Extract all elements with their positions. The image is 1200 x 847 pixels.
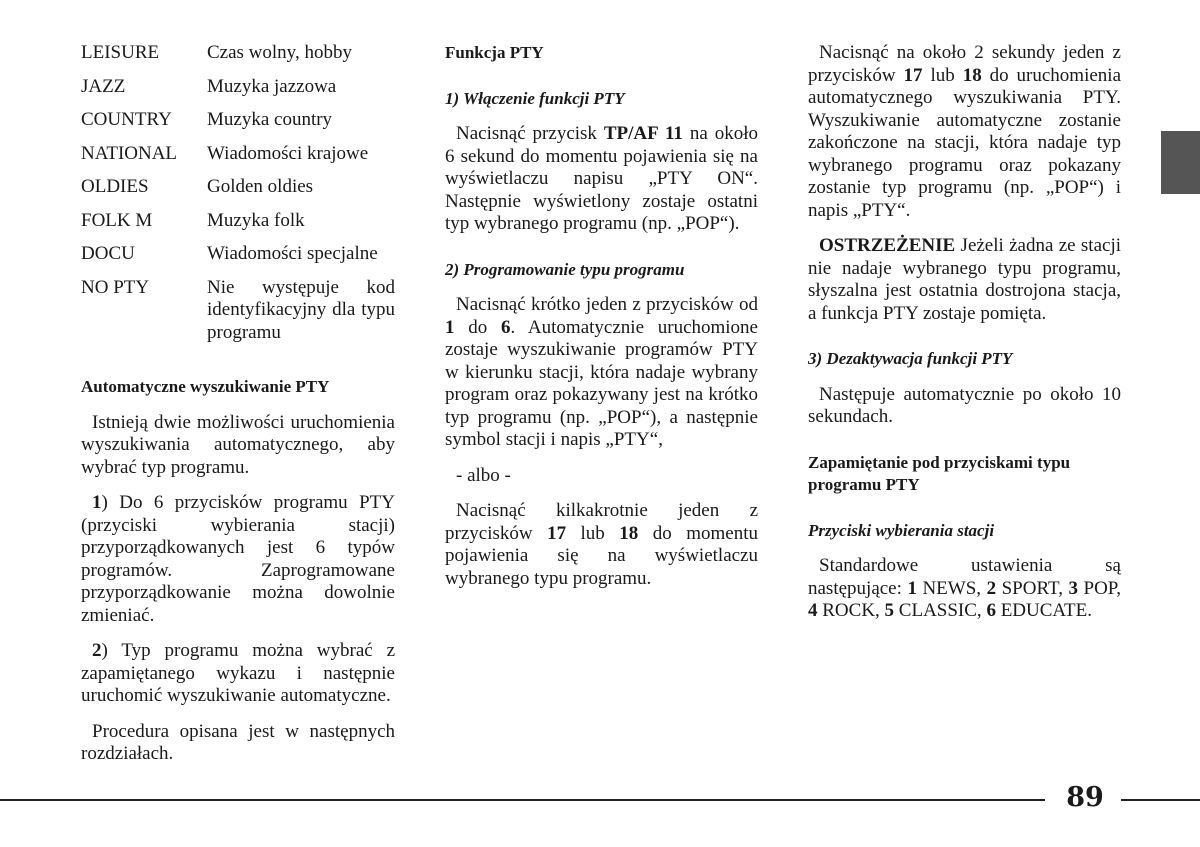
pty-code: COUNTRY [81, 109, 172, 130]
column-middle [445, 42, 758, 603]
table-row [81, 277, 395, 356]
pty-code: FOLK M [81, 209, 153, 231]
paragraph: Istnieją dwie możliwości uruchomienia wyszukiwania automatycznego, aby wybrać typ programu. [81, 411, 395, 478]
paragraph: Procedura opisana jest w następnych rozdziałach. [81, 720, 395, 764]
table-row [81, 176, 395, 210]
bold-number: 18 [962, 64, 982, 86]
pty-code: DOCU [81, 243, 135, 264]
bold-number: 1 [445, 316, 455, 338]
paragraph-text: do uruchomienia automatycznego wyszukiwania PTY. Wyszukiwanie automatyczne zostanie zakończone na stacji, która nadaje typ wybranego programu oraz pokazany zostanie typ programu (np. „POP“) i napis „PTY“. [808, 64, 1122, 221]
table-row [81, 143, 395, 177]
paragraph [81, 640, 395, 708]
paragraph-text: ROCK, [817, 600, 885, 621]
pty-desc: Wiadomości krajowe [207, 142, 369, 164]
bold-number: 2 [92, 640, 102, 661]
paragraph-text: Nacisnąć krótko jeden z przycisków od [456, 294, 758, 315]
footer-rule-right [1121, 799, 1200, 801]
bold-number: 6 [986, 600, 996, 621]
column-left [81, 42, 395, 779]
paragraph-text: do momentu pojawienia się na wyświetlaczu wybranego typu programu. [445, 522, 758, 589]
paragraph-text: Jeżeli żadna ze stacji nie nadaje wybranego typu programu, słyszalna jest ostatnia dostrojona stacja, a funkcja PTY zostaje pomięta. [808, 235, 1121, 324]
bold-number: 1 [92, 492, 102, 513]
page-number: 89 [1066, 782, 1104, 813]
section-heading-pty-function: Funkcja PTY [445, 43, 544, 62]
subheading-program-type: 2) Programowanie typu programu [445, 259, 685, 279]
paragraph [445, 294, 758, 452]
pty-code: NO PTY [81, 276, 150, 298]
paragraph-text: NEWS, [916, 577, 987, 599]
paragraph-text: lub [566, 522, 620, 544]
bold-number: 18 [619, 522, 639, 544]
pty-code: NATIONAL [81, 142, 178, 164]
paragraph-text: Standardowe ustawienia są następujące: [808, 555, 1121, 599]
table-row [81, 210, 395, 244]
pty-desc: Golden oldies [207, 176, 314, 197]
subheading-deactivate-pty: 3) Dezaktywacja funkcji PTY [808, 349, 1013, 368]
subheading-enable-pty: 1) Włączenie funkcji PTY [445, 88, 625, 108]
table-row [81, 42, 395, 76]
separator-albo: - albo - [456, 464, 511, 486]
pty-types-table [81, 42, 395, 355]
paragraph-text: POP, [1077, 577, 1121, 599]
warning-label: OSTRZEŻENIE [819, 235, 956, 256]
bold-number: 17 [903, 64, 923, 86]
paragraph [445, 123, 758, 236]
column-right [808, 42, 1121, 636]
warning-paragraph [808, 235, 1121, 325]
table-row [81, 76, 395, 110]
paragraph-text: lub [922, 64, 963, 86]
table-row [81, 243, 395, 277]
pty-desc: Muzyka country [207, 109, 333, 130]
paragraph-text: na około 6 sekund do momentu pojawienia się na wyświetlaczu napisu „PTY ON“. Następnie wyświetlony zostaje ostatni typ wybranego programu (np. „POP“). [445, 123, 758, 234]
footer-rule-left [0, 799, 1045, 801]
pty-code: JAZZ [81, 75, 126, 97]
pty-desc: Nie występuje kod identyfikacyjny dla typu programu [207, 276, 395, 343]
paragraph-text: EDUCATE. [995, 600, 1092, 621]
paragraph-text: . Automatycznie uruchomione zostaje wyszukiwanie programów PTY w kierunku stacji, która nadaje wybrany program oraz pokazywany jest na krótko typ programu (np. „POP“), a następnie symbol stacji i napis „PTY“, [445, 316, 758, 450]
paragraph-text: Nacisnąć na około 2 sekundy jeden z przycisków [808, 42, 1121, 86]
section-tab-marker [1161, 131, 1200, 194]
pty-desc: Czas wolny, hobby [207, 42, 352, 63]
pty-code: LEISURE [81, 42, 160, 63]
paragraph-text: CLASSIC, [894, 600, 987, 621]
bold-number: 3 [1068, 577, 1078, 599]
pty-desc: Muzyka folk [207, 209, 305, 231]
paragraph-text: Nacisnąć kilkakrotnie jeden z przycisków [445, 500, 758, 544]
paragraph-text: SPORT, [996, 577, 1069, 599]
subheading-station-buttons: Przyciski wybierania stacji [808, 520, 995, 540]
bold-number: 1 [907, 577, 917, 599]
paragraph-text: ) Do 6 przycisków programu PTY (przyciski wybierania stacji) przyporządkowanych jest 6 typów programów. Zaprogramowane przyporządkowanie można dowolnie zmieniać. [81, 492, 395, 626]
bold-text: TP/AF 11 [603, 123, 683, 144]
paragraph-text: do [454, 316, 501, 338]
section-heading-auto-search: Automatyczne wyszukiwanie PTY [81, 377, 330, 396]
paragraph [808, 555, 1121, 623]
bold-number: 17 [547, 522, 567, 544]
bold-number: 5 [884, 600, 895, 621]
paragraph-text: ) Typ programu można wybrać z zapamiętanego wykazu i następnie uruchomić wyszukiwanie automatyczne. [81, 640, 395, 706]
pty-code: OLDIES [81, 176, 149, 197]
pty-desc: Muzyka jazzowa [207, 75, 337, 97]
section-heading-memory: Zapamiętanie pod przyciskami typu programu PTY [808, 452, 1071, 494]
bold-number: 6 [500, 316, 511, 338]
pty-desc: Wiadomości specjalne [207, 243, 378, 264]
paragraph [81, 492, 395, 627]
bold-number: 2 [986, 577, 997, 599]
paragraph-text: Nacisnąć przycisk [456, 123, 604, 144]
paragraph: Następuje automatycznie po około 10 sekundach. [808, 383, 1121, 427]
paragraph [445, 500, 758, 590]
paragraph [808, 42, 1121, 222]
table-row [81, 109, 395, 143]
bold-number: 4 [808, 600, 818, 621]
